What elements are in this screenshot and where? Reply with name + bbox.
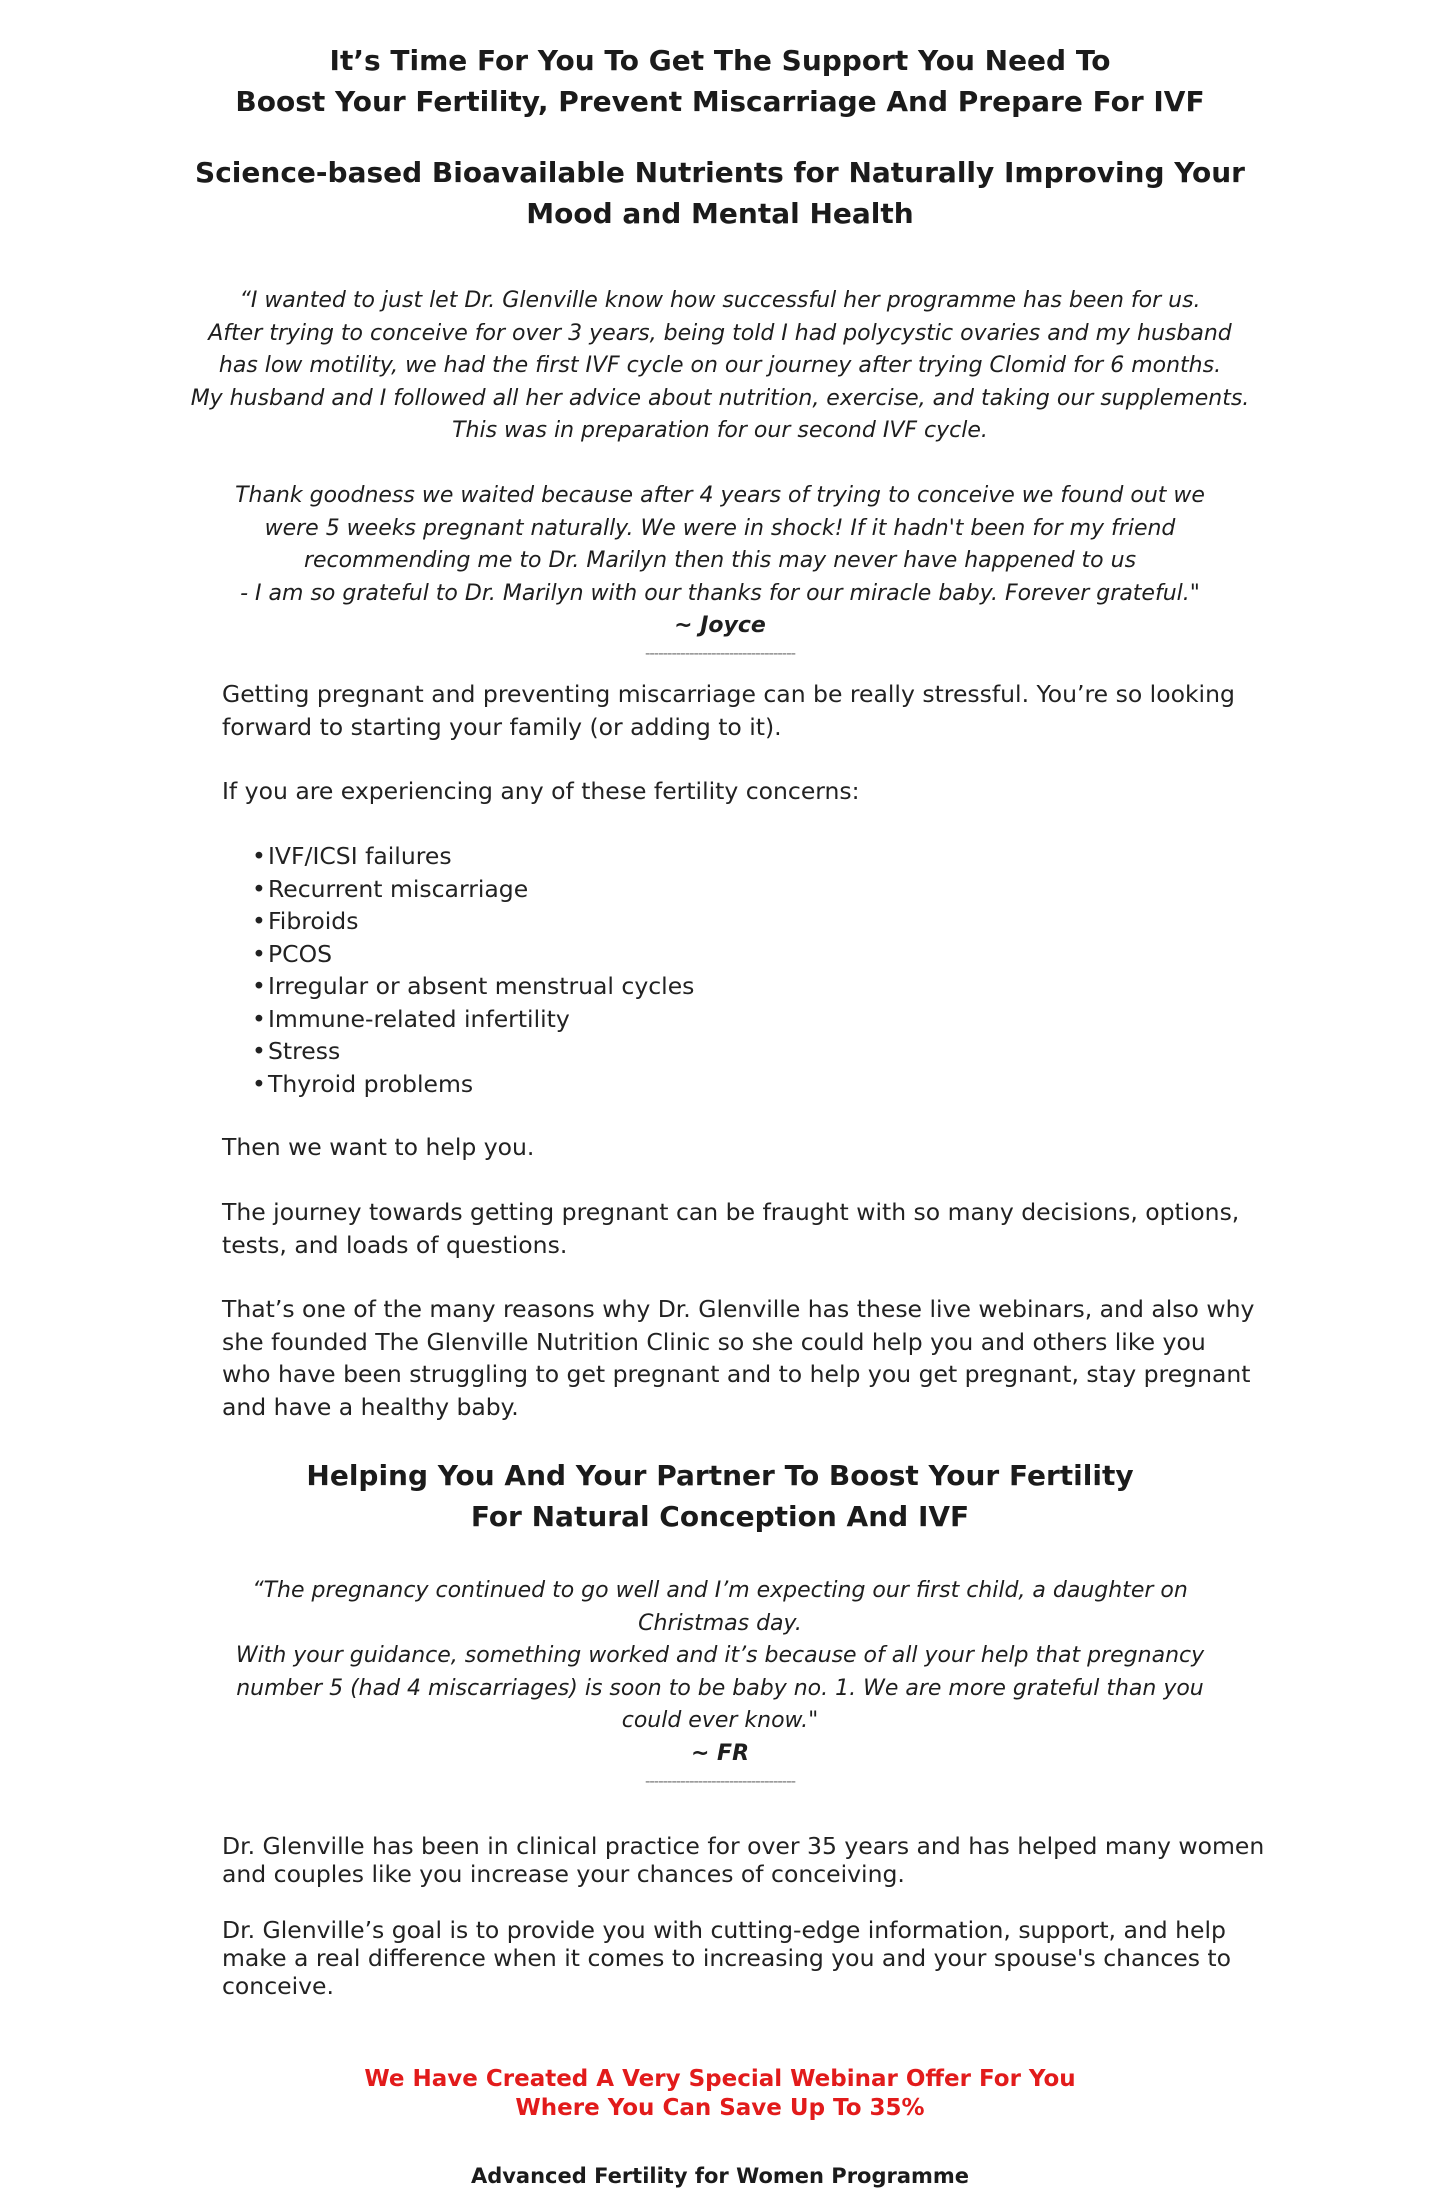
sub-heading-line-1: Science-based Bioavailable Nutrients for Naturally Improving Your: [195, 156, 1245, 189]
paragraph-line: and have a healthy baby.: [222, 1392, 519, 1421]
paragraph-line: conceive.: [222, 1972, 334, 2000]
practice-paragraph: [222, 1832, 1265, 1888]
list-item-label: PCOS: [268, 939, 332, 968]
testimonial-joyce: [0, 285, 1440, 643]
sub-heading-line-2: Mood and Mental Health: [526, 197, 914, 230]
paragraph-line: forward to starting your family (or adding to it).: [222, 712, 782, 741]
paragraph-line: The journey towards getting pregnant can be fraught with so many decisions, options,: [222, 1198, 1240, 1226]
list-item: [252, 1035, 694, 1068]
reasons-paragraph: [222, 1293, 1262, 1423]
testimonial-line: “I wanted to just let Dr. Glenville know how successful her programme has been for us.: [239, 288, 1201, 313]
fertility-concerns-list: [252, 840, 694, 1100]
testimonial-line: My husband and I followed all her advice about nutrition, exercise, and taking our supplements.: [190, 385, 1250, 411]
bullet-icon: •: [252, 972, 266, 1000]
bullet-icon: •: [252, 939, 266, 968]
testimonial-line: has low motility, we had the first IVF cycle on our journey after trying Clomid for 6 months.: [218, 353, 1222, 378]
list-item: [252, 873, 694, 906]
testimonial-fr: [0, 1575, 1440, 1770]
paragraph-line: Dr. Glenville’s goal is to provide you with cutting-edge information, support, and help: [222, 1916, 1226, 1944]
list-item-label: Stress: [268, 1037, 341, 1065]
testimonial-line: recommending me to Dr. Marilyn then this may never have happened to us: [303, 548, 1137, 573]
help-paragraph: [222, 1131, 1262, 1164]
testimonial-author: ~ Joyce: [674, 613, 766, 638]
main-heading: [0, 40, 1440, 122]
offer-line-1: We Have Created A Very Special Webinar Offer For You: [364, 2066, 1076, 2092]
divider: ----------------------------------: [644, 1772, 796, 1790]
sub-heading: [0, 152, 1440, 234]
testimonial-line: After trying to conceive for over 3 years, being told I had polycystic ovaries and my husband: [208, 320, 1232, 346]
goal-paragraph: [222, 1916, 1262, 2000]
paragraph-line: tests, and loads of questions.: [222, 1230, 568, 1259]
list-item-label: Immune-related infertility: [268, 1004, 570, 1033]
intro-paragraph: [222, 678, 1262, 743]
testimonial-line: Christmas day.: [638, 1610, 802, 1636]
list-item-label: Fibroids: [268, 907, 359, 935]
testimonial-line: This was in preparation for our second IVF cycle.: [452, 418, 988, 443]
paragraph-line: Dr. Glenville has been in clinical practice for over 35 years and has helped many women: [222, 1832, 1265, 1860]
list-item-label: Thyroid problems: [268, 1069, 474, 1098]
paragraph-line: Then we want to help you.: [222, 1133, 535, 1161]
paragraph-line: who have been struggling to get pregnant and to help you get pregnant, stay pregnant: [222, 1360, 1251, 1388]
section-heading-line-1: Helping You And Your Partner To Boost Your Fertility: [306, 1459, 1134, 1492]
bullet-icon: •: [252, 1037, 266, 1065]
list-item: [252, 970, 694, 1003]
testimonial-line: “The pregnancy continued to go well and I’m expecting our first child, a daughter on: [252, 1578, 1188, 1603]
list-item: [252, 938, 694, 971]
main-heading-line-2: Boost Your Fertility, Prevent Miscarriage And Prepare For IVF: [235, 85, 1205, 118]
list-item: [252, 905, 694, 938]
testimonial-line: could ever know.": [621, 1708, 819, 1733]
paragraph-line: and couples like you increase your chances of conceiving.: [222, 1860, 905, 1888]
paragraph-line: she founded The Glenville Nutrition Clinic so she could help you and others like you: [222, 1327, 1206, 1356]
list-item: [252, 1003, 694, 1036]
list-item-label: IVF/ICSI failures: [268, 842, 452, 870]
list-item: [252, 1068, 694, 1101]
testimonial-spacer: [0, 448, 1440, 481]
journey-paragraph: [222, 1196, 1262, 1261]
testimonial-line: Thank goodness we waited because after 4 years of trying to conceive we found out we: [235, 483, 1205, 508]
list-item-label: Irregular or absent menstrual cycles: [268, 972, 695, 1000]
bullet-icon: •: [252, 842, 266, 870]
programme-title: Advanced Fertility for Women Programme: [470, 2164, 970, 2188]
section-heading-line-2: For Natural Conception And IVF: [470, 1500, 970, 1533]
bullet-icon: •: [252, 1004, 266, 1033]
concerns-lead: [222, 775, 1262, 808]
webinar-offer: [0, 2065, 1440, 2122]
bullet-icon: •: [252, 907, 266, 935]
paragraph-line: make a real difference when it comes to increasing you and your spouse's chances to: [222, 1944, 1232, 1972]
divider: ----------------------------------: [644, 644, 796, 662]
main-heading-line-1: It’s Time For You To Get The Support You Need To: [329, 44, 1111, 77]
testimonial-line: were 5 weeks pregnant naturally. We were in shock! If it hadn't been for my friend: [264, 515, 1176, 541]
testimonial-line: - I am so grateful to Dr. Marilyn with our thanks for our miracle baby. Forever grateful.": [240, 580, 1200, 606]
section-heading: [0, 1455, 1440, 1537]
list-item-label: Recurrent miscarriage: [268, 874, 529, 903]
testimonial-line: number 5 (had 4 miscarriages) is soon to be baby no. 1. We are more grateful than you: [236, 1675, 1204, 1701]
paragraph-line: If you are experiencing any of these fertility concerns:: [222, 777, 860, 805]
paragraph-line: That’s one of the many reasons why Dr. Glenville has these live webinars, and also why: [222, 1295, 1255, 1323]
testimonial-line: With your guidance, something worked and it’s because of all your help that pregnancy: [235, 1643, 1205, 1668]
offer-line-2: Where You Can Save Up To 35%: [515, 2094, 925, 2121]
list-item: [252, 840, 694, 873]
bullet-icon: •: [252, 1069, 266, 1098]
bullet-icon: •: [252, 874, 266, 903]
testimonial-author: ~ FR: [690, 1740, 750, 1766]
paragraph-line: Getting pregnant and preventing miscarriage can be really stressful. You’re so looking: [222, 680, 1235, 708]
